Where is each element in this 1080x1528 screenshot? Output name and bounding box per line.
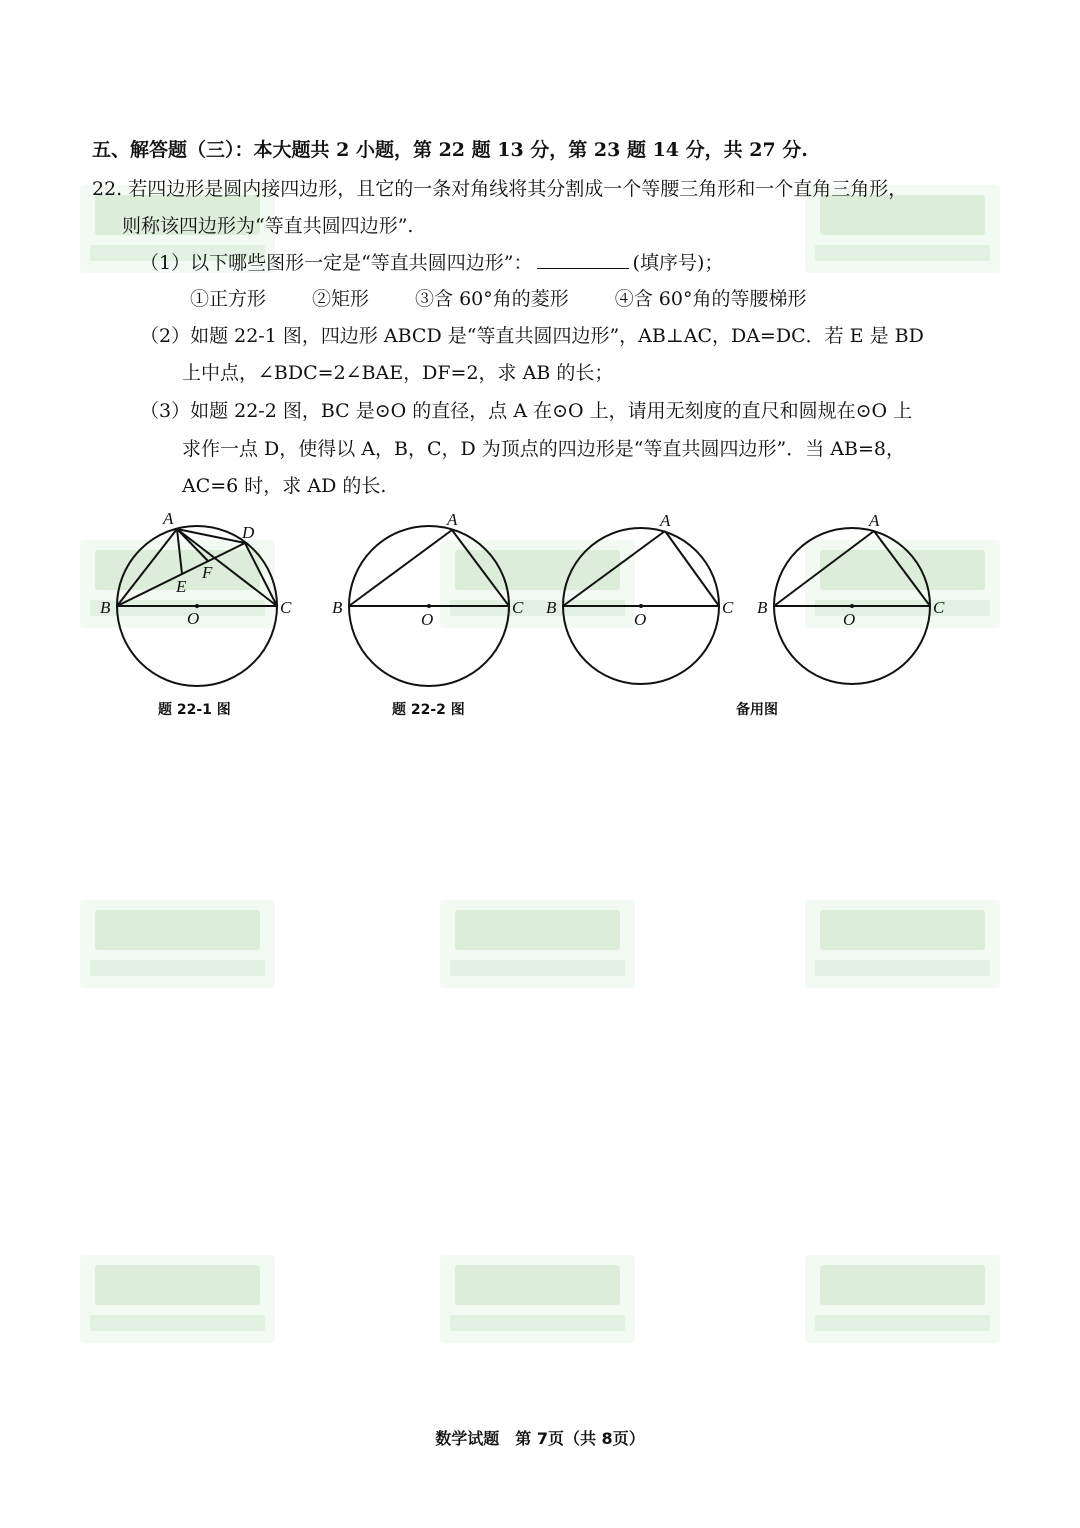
fig1-segment-dc — [245, 543, 277, 606]
fig3-label-o: O — [634, 610, 647, 629]
watermark — [440, 1255, 635, 1343]
fig1-segment-ac — [177, 529, 277, 606]
fig4-segment-ac — [874, 531, 930, 606]
fig2-label-a: A — [447, 510, 458, 529]
fig4-label-o: O — [843, 610, 856, 629]
q22-part3-line2: 求作一点 D，使得以 A，B，C，D 为顶点的四边形是“等直共圆四边形”．当 AB=8， — [182, 438, 905, 460]
figures — [0, 0, 1080, 740]
fig2-label-b: B — [332, 598, 343, 617]
fig1-label-e: E — [176, 577, 187, 596]
part1-prefix: （1）以下哪些图形一定是“等直共圆四边形”： — [140, 252, 533, 274]
watermark — [80, 900, 275, 988]
fig1-caption: 题 22-1 图 — [158, 702, 231, 718]
fig3-segment-ac — [665, 531, 719, 606]
q22-part2-line2: 上中点，∠BDC=2∠BAE，DF=2，求 AB 的长； — [182, 362, 614, 384]
fig1-label-c: C — [280, 598, 292, 617]
option-2: ②矩形 — [312, 288, 370, 310]
watermark — [805, 900, 1000, 988]
fig3-label-b: B — [546, 598, 557, 617]
fig4-label-a: A — [869, 511, 880, 530]
fig4-caption: 备用图 — [736, 702, 778, 718]
fig2-caption: 题 22-2 图 — [392, 702, 465, 718]
watermark — [80, 1255, 275, 1343]
q22-part3-line1: （3）如题 22-2 图，BC 是⊙O 的直径，点 A 在⊙O 上，请用无刻度的直尺和圆规在⊙O 上 — [140, 400, 913, 422]
fig1-label-f: F — [202, 563, 213, 582]
fig2-label-c: C — [512, 598, 524, 617]
watermark — [440, 900, 635, 988]
fig4-label-c: C — [933, 598, 945, 617]
section-heading: 五、解答题（三）：本大题共 2 小题，第 22 题 13 分，第 23 题 14 分，共 27 分. — [92, 139, 808, 161]
option-1: ①正方形 — [190, 288, 267, 310]
watermark — [805, 1255, 1000, 1343]
q22-part3-line3: AC=6 时，求 AD 的长. — [182, 475, 387, 497]
fig1-label-d: D — [242, 523, 255, 542]
fig1-segment-bd — [117, 543, 245, 606]
fig2-segment-ab — [349, 530, 452, 606]
option-3: ③含 60°角的菱形 — [415, 288, 569, 310]
fig3-label-c: C — [722, 598, 734, 617]
option-4: ④含 60°角的等腰梯形 — [614, 288, 807, 310]
fig4-label-b: B — [757, 598, 768, 617]
fig2-label-o: O — [421, 610, 434, 629]
fig1-segment-ae — [177, 529, 182, 574]
fig3-segment-ab — [563, 531, 665, 606]
fig4-segment-ab — [774, 531, 874, 606]
page-footer: 数学试题 第 7页（共 8页） — [435, 1429, 645, 1448]
fig3-label-a: A — [660, 511, 671, 530]
q22-part2-line1: （2）如题 22-1 图，四边形 ABCD 是“等直共圆四边形”，AB⊥AC，DA=DC．若 E 是 BD — [140, 325, 924, 347]
fig1-label-a: A — [163, 509, 174, 528]
q22-stem-line2: 则称该四边形为“等直共圆四边形”. — [122, 215, 414, 237]
fig1-label-b: B — [100, 598, 111, 617]
fig1-label-o: O — [187, 609, 200, 628]
q22-stem-line1: 22. 若四边形是圆内接四边形，且它的一条对角线将其分割成一个等腰三角形和一个直角三角形， — [92, 178, 908, 200]
part1-suffix: (填序号)； — [632, 252, 724, 274]
